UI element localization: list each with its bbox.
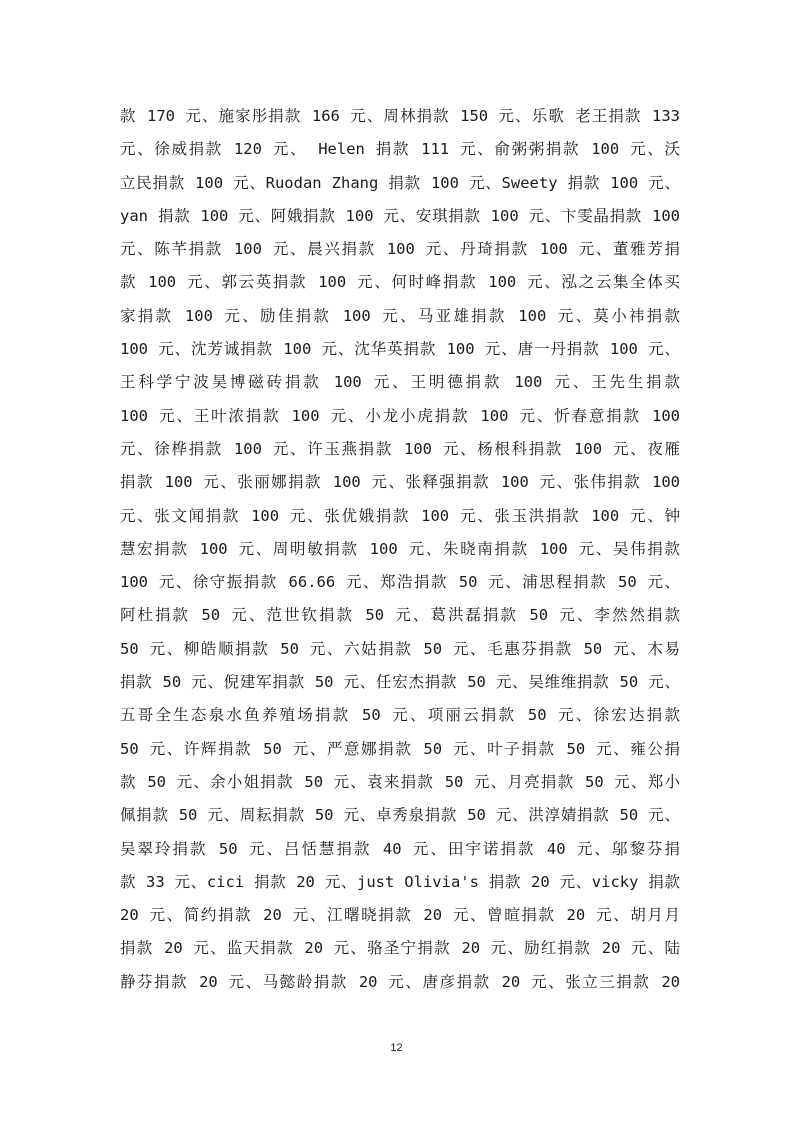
- text-line: yan 捐款 100 元、阿娥捐款 100 元、安琪捐款 100 元、卞雯晶捐款 100: [120, 206, 680, 225]
- text-line: 50 元、柳皓顺捐款 50 元、六姑捐款 50 元、毛惠芬捐款 50 元、木易: [120, 639, 680, 658]
- text-line: 吴翠玲捐款 50 元、吕恬慧捐款 40 元、田宇诺捐款 40 元、邬黎芬捐: [120, 839, 680, 858]
- text-line: 款 33 元、cici 捐款 20 元、just Olivia's 捐款 20 元、vicky 捐款: [120, 872, 680, 891]
- text-line: 20 元、简约捐款 20 元、江曙晓捐款 20 元、曾暄捐款 20 元、胡月月: [120, 906, 680, 925]
- text-line: 立民捐款 100 元、Ruodan Zhang 捐款 100 元、Sweety 捐款 100 元、: [120, 173, 680, 192]
- text-line: 元、徐桦捐款 100 元、许玉燕捐款 100 元、杨根科捐款 100 元、夜雁: [120, 439, 680, 458]
- text-line: 元、张文闻捐款 100 元、张优娥捐款 100 元、张玉洪捐款 100 元、钟: [120, 506, 680, 525]
- text-line: 阿杜捐款 50 元、范世钦捐款 50 元、葛洪磊捐款 50 元、李然然捐款: [120, 606, 680, 625]
- text-line: 捐款 20 元、监天捐款 20 元、骆圣宁捐款 20 元、励红捐款 20 元、陆: [120, 939, 680, 958]
- text-line: 元、徐威捐款 120 元、 Helen 捐款 111 元、俞粥粥捐款 100 元、沃: [120, 140, 680, 159]
- text-line: 款 50 元、余小姐捐款 50 元、袁来捐款 50 元、月亮捐款 50 元、郑小: [120, 772, 680, 791]
- donation-list-text: [120, 100, 680, 999]
- text-line: 佩捐款 50 元、周耘捐款 50 元、卓秀泉捐款 50 元、洪淳婧捐款 50 元、: [120, 806, 680, 825]
- text-line: 家捐款 100 元、励佳捐款 100 元、马亚雄捐款 100 元、莫小祎捐款: [120, 306, 680, 325]
- text-line: 100 元、沈芳诚捐款 100 元、沈华英捐款 100 元、唐一丹捐款 100 元、: [120, 340, 680, 359]
- text-line: 慧宏捐款 100 元、周明敏捐款 100 元、朱晓南捐款 100 元、吴伟捐款: [120, 539, 680, 558]
- text-line: 款 100 元、郭云英捐款 100 元、何时峰捐款 100 元、泓之云集全体买: [120, 273, 680, 292]
- page-number: 12: [390, 1042, 403, 1054]
- text-line: 王科学宁波昊博磁砖捐款 100 元、王明德捐款 100 元、王先生捐款: [120, 373, 680, 392]
- text-line: 静芬捐款 20 元、马懿龄捐款 20 元、唐彦捐款 20 元、张立三捐款 20: [120, 972, 680, 991]
- text-line: 100 元、王叶浓捐款 100 元、小龙小虎捐款 100 元、忻春意捐款 100: [120, 406, 680, 425]
- text-line: 款 170 元、施家彤捐款 166 元、周林捐款 150 元、乐歌 老王捐款 133: [120, 107, 680, 125]
- text-line: 50 元、许辉捐款 50 元、严意娜捐款 50 元、叶子捐款 50 元、雍公捐: [120, 739, 680, 758]
- text-line: 100 元、徐守振捐款 66.66 元、郑浩捐款 50 元、浦思程捐款 50 元、: [120, 573, 680, 592]
- text-line: 捐款 50 元、倪建军捐款 50 元、任宏杰捐款 50 元、吴维维捐款 50 元、: [120, 673, 680, 692]
- text-line: 五哥全生态泉水鱼养殖场捐款 50 元、项丽云捐款 50 元、徐宏达捐款: [120, 706, 680, 725]
- text-line: 元、陈芊捐款 100 元、晨兴捐款 100 元、丹琦捐款 100 元、董雅芳捐: [120, 240, 680, 259]
- text-line: 捐款 100 元、张丽娜捐款 100 元、张释强捐款 100 元、张伟捐款 100: [120, 473, 680, 492]
